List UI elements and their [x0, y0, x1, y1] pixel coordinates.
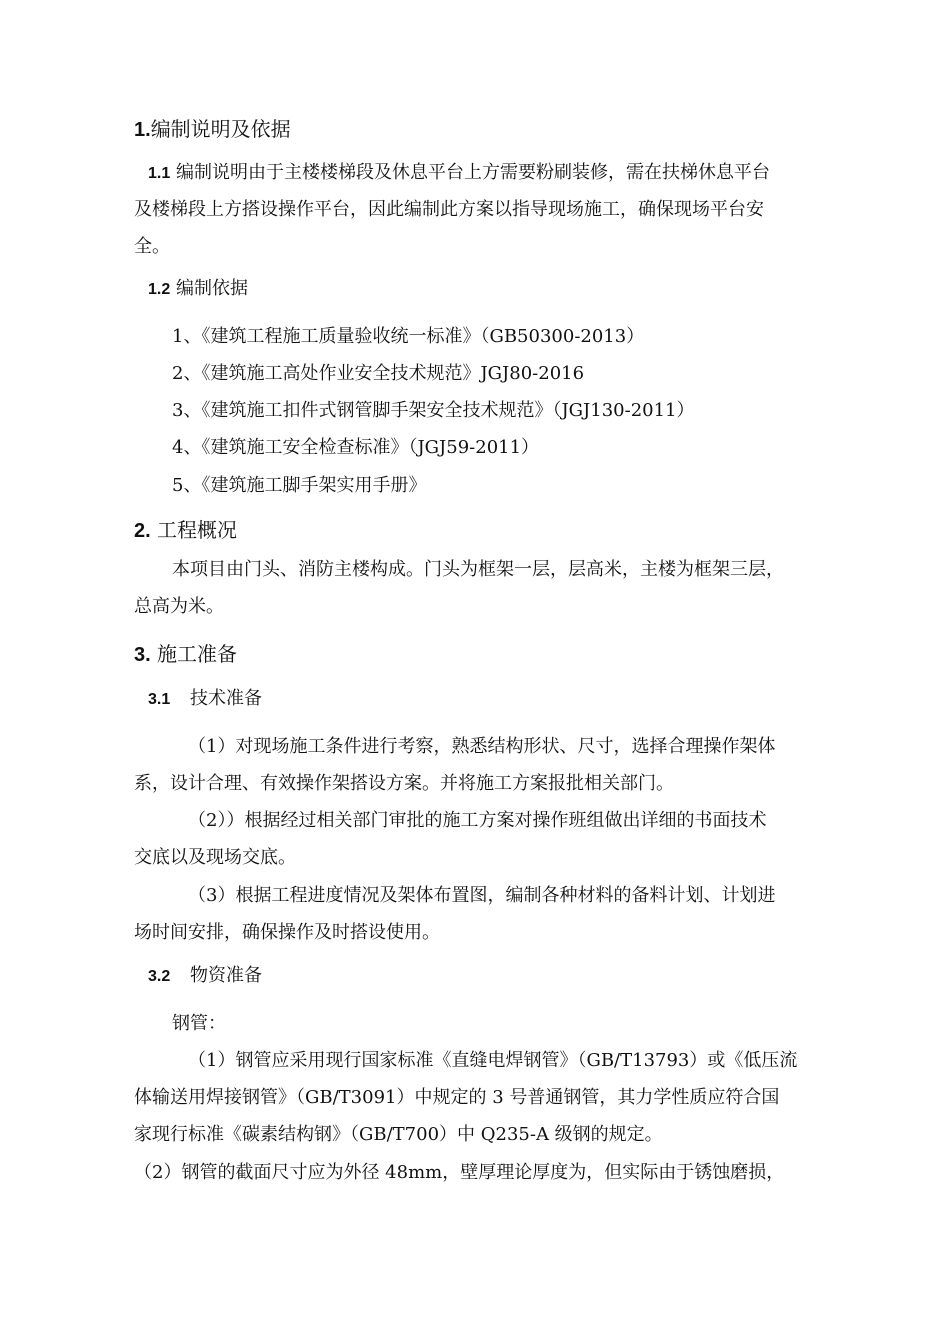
section-2-heading: [134, 518, 237, 543]
para-1-1-number: 1.1: [148, 165, 171, 182]
section-2-number: 2.: [134, 520, 151, 542]
tech-item-3-line-2: 场时间安排，确保操作及时搭设使用。: [134, 922, 440, 943]
tech-item-2-line-1: （2））根据经过相关部门审批的施工方案对操作班组做出详细的书面技术: [188, 810, 767, 831]
reference-item: 2、《建筑施工高处作业安全技术规范》JGJ80-2016: [172, 363, 585, 384]
para-1-1-text-1: 编制说明由于主楼楼梯段及休息平台上方需要粉刷装修，需在扶梯休息平台: [175, 162, 770, 183]
tech-item-1-line-1: （1）对现场施工条件进行考察，熟悉结构形状、尺寸，选择合理操作架体: [188, 736, 776, 757]
subsection-3-2-number: 3.2: [148, 968, 171, 985]
section-2-title: 工程概况: [157, 518, 238, 542]
section-1-title: 编制说明及依据: [150, 117, 291, 141]
reference-item: 3、《建筑施工扣件式钢管脚手架安全技术规范》（JGJ130-2011）: [172, 400, 695, 421]
steel-label: 钢管：: [172, 1013, 226, 1034]
section-1-number: 1.: [134, 119, 151, 141]
subsection-3-1-title: 技术准备: [189, 688, 262, 709]
subsection-1-2-heading: [148, 278, 248, 301]
subsection-1-2-title: 编制依据: [175, 278, 248, 299]
para-1-1-line-3: 全。: [134, 236, 170, 257]
section-1-heading: [134, 117, 291, 142]
section-3-title: 施工准备: [157, 642, 238, 666]
material-item-1-line-2: 体输送用焊接钢管》（GB/T3091）中规定的 3 号普通钢管，其力学性质应符合国: [134, 1087, 780, 1108]
tech-item-3-line-1: （3）根据工程进度情况及架体布置图，编制各种材料的备料计划、计划进: [188, 885, 776, 906]
subsection-3-1-number: 3.1: [148, 691, 171, 708]
overview-line-1: 本项目由门头、消防主楼构成。门头为框架一层，层高米，主楼为框架三层，: [172, 559, 784, 580]
subsection-1-2-number: 1.2: [148, 281, 171, 298]
tech-item-2-line-2: 交底以及现场交底。: [134, 847, 296, 868]
subsection-3-2-title: 物资准备: [189, 965, 262, 986]
material-item-1-line-1: （1）钢管应采用现行国家标准《直缝电焊钢管》（GB/T13793）或《低压流: [188, 1050, 798, 1071]
section-3-heading: [134, 642, 237, 667]
para-1-1-line-2: 及楼梯段上方搭设操作平台，因此编制此方案以指导现场施工，确保现场平台安: [134, 199, 764, 220]
subsection-3-1-heading: [148, 688, 262, 711]
reference-item: 1、《建筑工程施工质量验收统一标准》（GB50300-2013）: [172, 326, 645, 347]
tech-item-1-line-2: 系，设计合理、有效操作架搭设方案。并将施工方案报批相关部门。: [134, 773, 674, 794]
subsection-3-2-heading: [148, 965, 262, 988]
reference-item: 4、《建筑施工安全检查标准》（JGJ59-2011）: [172, 437, 540, 458]
material-item-1-line-3: 家现行标准《碳素结构钢》（GB/T700）中 Q235-A 级钢的规定。: [134, 1124, 663, 1145]
reference-item: 5、《建筑施工脚手架实用手册》: [172, 475, 427, 496]
para-1-1-line-1: [148, 162, 770, 185]
section-3-number: 3.: [134, 644, 151, 666]
overview-line-2: 总高为米。: [134, 596, 224, 617]
material-item-2-line-1: （2）钢管的截面尺寸应为外径 48mm，壁厚理论厚度为，但实际由于锈蚀磨损，: [134, 1162, 785, 1183]
